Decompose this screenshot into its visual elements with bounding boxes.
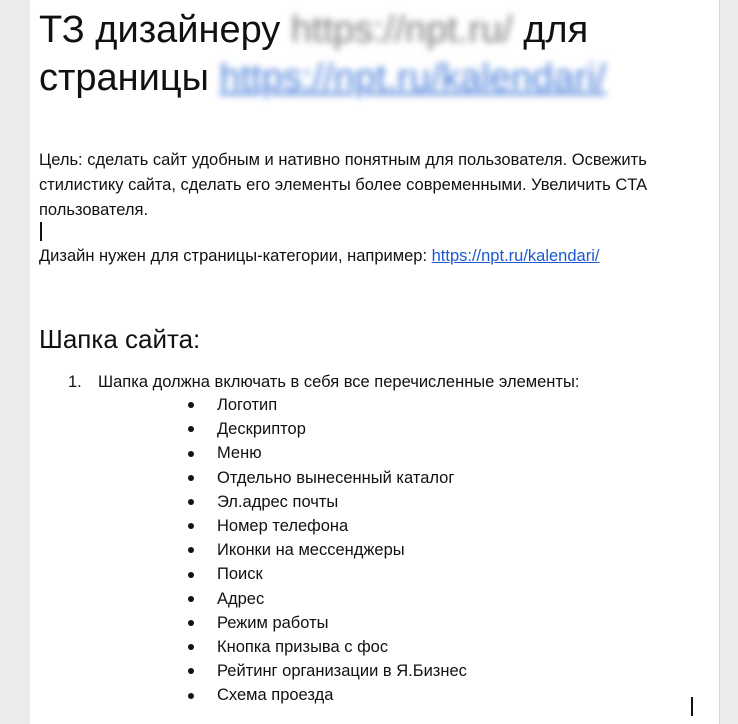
- numbered-list-item: [68, 370, 708, 394]
- list-item-label: Эл.адрес почты: [217, 492, 339, 511]
- bullet-icon: [188, 693, 194, 699]
- list-item: [188, 538, 467, 562]
- list-item-label: Меню: [217, 444, 262, 463]
- example-link[interactable]: https://npt.ru/kalendari/: [431, 247, 600, 265]
- blurred-page-link[interactable]: https://npt.ru/kalendari/: [219, 57, 607, 99]
- list-item-text: Шапка должна включать в себя все перечисленные элементы:: [98, 373, 580, 391]
- list-item-label: Номер телефона: [217, 517, 349, 536]
- list-item: [188, 490, 467, 514]
- list-item-label: Схема проезда: [217, 686, 334, 705]
- bullet-icon: [188, 668, 194, 674]
- example-text: Дизайн нужен для страницы-категории, например:: [39, 247, 432, 265]
- bullet-icon: [188, 475, 194, 481]
- list-item: [188, 683, 467, 707]
- list-item-label: Поиск: [217, 565, 263, 584]
- bullet-icon: [188, 596, 194, 602]
- list-item: [188, 659, 467, 683]
- goal-paragraph: Цель: сделать сайт удобным и нативно понятным для пользователя. Освежить стилистику сайта, сделать его элементы более современными. Увеличить CTA пользователя.: [39, 151, 647, 219]
- example-paragraph: [39, 244, 719, 269]
- list-item-label: Кнопка призыва с фос: [217, 638, 389, 657]
- list-item-label: Рейтинг организации в Я.Бизнес: [217, 662, 467, 681]
- list-item-label: Дескриптор: [217, 420, 306, 439]
- title-prefix: ТЗ дизайнеру: [39, 9, 291, 51]
- bullet-icon: [188, 426, 194, 432]
- list-number: 1.: [68, 373, 82, 391]
- list-item: [188, 562, 467, 586]
- page-edge-divider: [719, 0, 720, 724]
- document-page: [30, 0, 720, 724]
- list-item: [188, 635, 467, 659]
- list-item: [188, 417, 467, 441]
- text-cursor: [40, 222, 42, 241]
- title-line2-prefix: страницы: [39, 57, 220, 99]
- bullet-icon: [188, 644, 194, 650]
- title-suffix: для: [512, 9, 589, 51]
- document-title: [39, 6, 719, 102]
- bullet-icon: [188, 523, 194, 529]
- list-item: [188, 441, 467, 465]
- list-item: [188, 514, 467, 538]
- list-item-label: Логотип: [217, 396, 278, 414]
- list-item: [188, 393, 467, 417]
- blurred-site-url: https://npt.ru/: [290, 9, 513, 51]
- list-item: [188, 611, 467, 635]
- section-heading: Шапка сайта:: [39, 324, 201, 354]
- bullet-icon: [188, 451, 194, 457]
- text-cursor-end: [691, 697, 693, 716]
- header-elements-list: [188, 393, 467, 708]
- bullet-icon: [188, 547, 194, 553]
- bullet-icon: [188, 499, 194, 505]
- bullet-icon: [188, 620, 194, 626]
- list-item-label: Адрес: [217, 589, 265, 608]
- bullet-icon: [188, 572, 194, 578]
- list-item-label: Иконки на мессенджеры: [217, 541, 405, 560]
- list-item-label: Режим работы: [217, 613, 329, 632]
- list-item-label: Отдельно вынесенный каталог: [217, 468, 455, 487]
- bullet-icon: [188, 402, 194, 408]
- list-item: [188, 466, 467, 490]
- list-item: [188, 587, 467, 611]
